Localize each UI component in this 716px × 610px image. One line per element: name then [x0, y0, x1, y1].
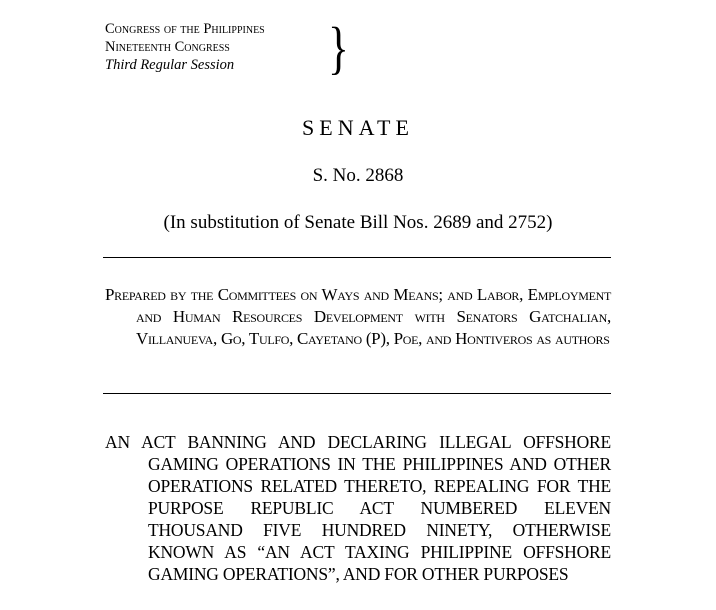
- congress-number-label: Nineteenth Congress: [105, 39, 230, 55]
- bottom-divider: [103, 393, 611, 394]
- session-label: Third Regular Session: [105, 57, 235, 73]
- bill-number: S. No. 2868: [312, 165, 404, 186]
- prepared-by-paragraph: Prepared by the Committees on Ways and Means; and Labor, Employment and Human Resources Development with Senators Gatchalian, Villanueva, Go, Tulfo, Cayetano (P), Poe, and Hontiveros as authors: [105, 285, 611, 348]
- congress-label: Congress of the Philippines: [105, 21, 265, 37]
- header-brace: }: [328, 15, 349, 80]
- act-title: AN ACT BANNING AND DECLARING ILLEGAL OFFSHORE GAMING OPERATIONS IN THE PHILIPPINES AND OTHER OPERATIONS RELATED THERETO, REPEALING FOR THE PURPOSE REPUBLIC ACT NUMBERED ELEVEN THOUSAND FIVE HUNDRED NINETY, OTHERWISE KNOWN AS “AN ACT TAXING PHILIPPINE OFFSHORE GAMING OPERATIONS”, AND FOR OTHER PURPOSES: [105, 432, 611, 584]
- chamber-title: SENATE: [302, 115, 414, 140]
- top-divider: [103, 257, 611, 258]
- substitution-note: (In substitution of Senate Bill Nos. 2689 and 2752): [163, 212, 553, 233]
- document-header: [105, 20, 265, 74]
